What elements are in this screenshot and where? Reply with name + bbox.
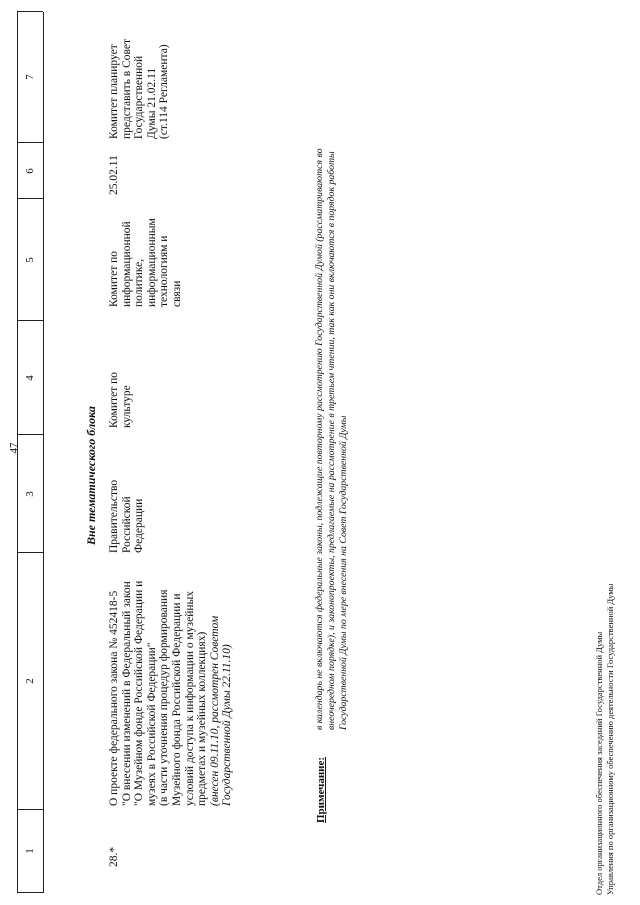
co-executor-line: Комитет по	[108, 251, 120, 307]
note-body	[314, 148, 350, 730]
status	[108, 39, 171, 139]
status-line: Государственной	[133, 55, 146, 139]
initiator	[108, 480, 146, 553]
co-executor-line: технологиям и	[158, 235, 171, 307]
initiator-line: Федерации	[133, 498, 146, 553]
column-number: 3	[24, 491, 36, 497]
column-divider	[17, 809, 43, 810]
table-header-bottom-border	[43, 12, 44, 893]
table-left-border	[17, 892, 43, 893]
note-line: в календарь не включаются федеральные законы, подлежащие повторному рассмотрению Государственной Думой (рассматриваются во	[314, 148, 325, 730]
row-number: 28.*	[108, 846, 120, 867]
status-line: (ст.114 Регламента)	[158, 44, 171, 139]
status-line: Комитет планирует	[108, 44, 120, 139]
co-executor-line: связи	[170, 280, 183, 307]
table-top-border	[17, 12, 18, 893]
column-number: 4	[24, 375, 36, 381]
co-executor-line: информационным	[145, 218, 158, 307]
co-executor-line: информационной	[120, 221, 133, 307]
date: 25.02.11	[108, 155, 120, 195]
bill-purpose-line: Музейного фонда Российской Федерации и	[170, 593, 183, 806]
status-line: Думы 21.02.11	[145, 67, 158, 139]
column-number: 1	[24, 848, 36, 854]
section-title: Вне тематического блока	[84, 406, 98, 545]
footer	[594, 584, 616, 895]
note-label: Примечание:	[315, 756, 327, 823]
note-line: внеочередном порядке), и законопроекты, предлагаемые на рассмотрение в третьем чтении, так как они включаются в порядок работы	[326, 151, 337, 730]
committee-line: Комитет по	[108, 372, 120, 428]
bill-title-line: "О внесении изменений в Федеральный закон	[120, 581, 133, 806]
bill-description	[108, 581, 234, 806]
bill-title-line: "О Музейном фонде Российской Федерации и	[133, 580, 146, 806]
bill-submission-line: Государственной Думы 22.11.10)	[221, 644, 234, 806]
column-divider	[17, 320, 43, 321]
column-number: 6	[24, 168, 36, 174]
initiator-line: Российской	[120, 496, 133, 553]
co-executor-line: политике,	[133, 258, 146, 307]
column-divider	[17, 142, 43, 143]
initiator-line: Правительство	[108, 479, 120, 553]
footer-line: Отдел организационного обеспечения заседаний Государственной Думы	[594, 631, 604, 895]
column-divider	[17, 198, 43, 199]
bill-purpose-line: условий доступа к информации о музейных	[183, 591, 196, 806]
bill-purpose-line: (в части уточнения процедур формирования	[158, 589, 171, 806]
column-number: 5	[24, 257, 36, 263]
column-number: 2	[24, 678, 36, 684]
responsible-committee	[108, 372, 133, 428]
status-line: представить в Совет	[120, 38, 133, 139]
column-divider	[17, 434, 43, 435]
bill-title-line: О проекте федерального закона № 452418-5	[108, 590, 120, 806]
co-executors	[108, 218, 184, 307]
column-divider	[17, 552, 43, 553]
page-number: 47	[8, 442, 20, 454]
bill-purpose-line: предметах и музейных коллекциях)	[196, 631, 209, 806]
bill-submission-line: (внесен 09.11.10, рассмотрен Советом	[208, 615, 221, 806]
table-right-border	[17, 11, 43, 12]
column-number: 7	[24, 74, 36, 80]
note-line: Государственной Думы по мере внесения на Совет Государственной Думы	[338, 415, 349, 730]
committee-line: культуре	[120, 385, 133, 428]
footer-line: Управления по организационному обеспечению деятельности Государственной Думы	[605, 583, 615, 895]
bill-title-line: музеях в Российской Федерации"	[145, 642, 158, 806]
